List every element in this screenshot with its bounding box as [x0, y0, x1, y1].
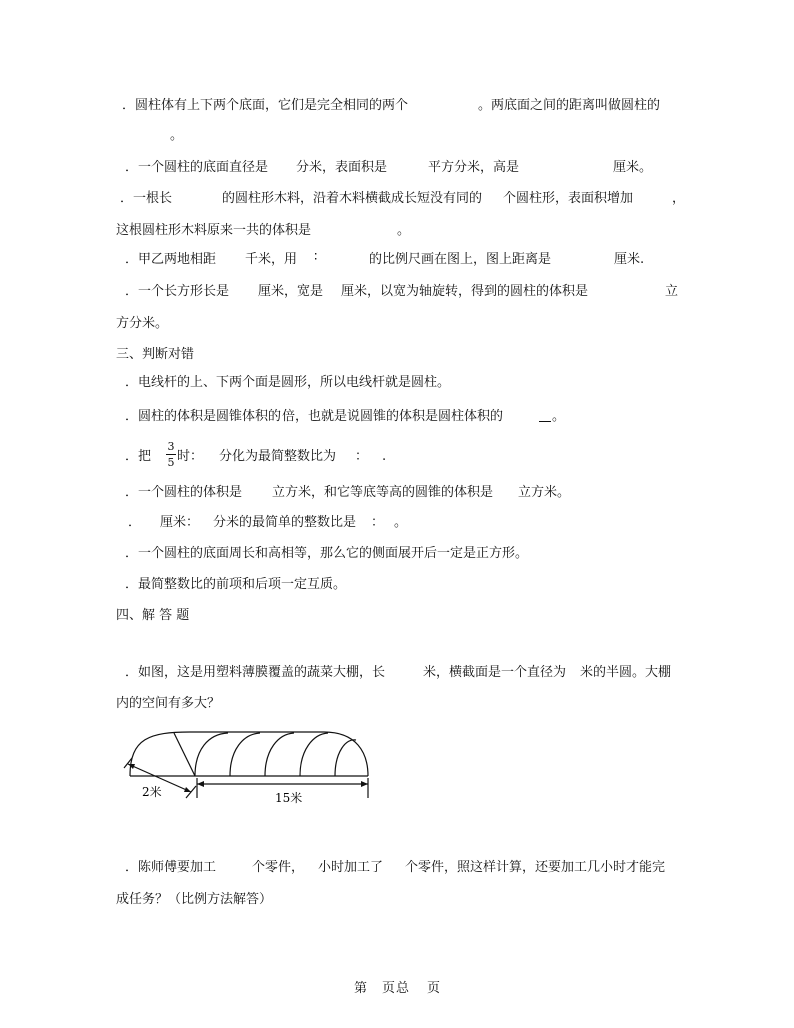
- judge-4-part-c: 立方米。: [518, 485, 571, 500]
- judge-3-part-c: 分化为最简整数比为: [219, 449, 337, 464]
- q2-part-a: ．一个圆柱的底面直径是: [125, 160, 269, 175]
- q5-line2: 方分米。: [116, 316, 169, 331]
- q3-part-a: ．一根长: [120, 191, 173, 206]
- q2-part-b: 分米，表面积是: [296, 160, 388, 175]
- length-label: 15米: [275, 791, 303, 805]
- judge-5-part-b: 厘米：: [160, 515, 200, 530]
- judge-2-part-b: 倍，也就是说圆锥的体积是圆柱体积的: [282, 409, 504, 424]
- problem-2-part-a: ．陈师傅要加工: [125, 860, 217, 875]
- rib-1: [195, 733, 228, 776]
- q3-part-b: 的圆柱形木料，沿着木料横截成长短没有同的: [222, 191, 483, 206]
- greenhouse-diagram: [110, 722, 380, 812]
- rib-3: [265, 733, 294, 776]
- fraction-denominator: 5: [167, 456, 175, 469]
- fraction-bar: [166, 454, 176, 455]
- judge-3-part-b: 时：: [177, 449, 204, 464]
- judge-7: ．最简整数比的前项和后项一定互质。: [125, 577, 347, 592]
- section3-title: 三、判断对错: [116, 347, 195, 362]
- arrow-head: [128, 764, 135, 769]
- q5-part-a: ．一个长方形长是: [125, 284, 230, 299]
- problem-2-line2: 成任务？（比例方法解答）: [116, 892, 273, 907]
- q5-part-b: 厘米，宽是: [258, 284, 324, 299]
- judge-3-part-a: ．把: [125, 449, 152, 464]
- q4-part-d: 厘米.: [614, 252, 645, 267]
- footer-page-suffix: 页: [382, 981, 396, 996]
- footer-page-prefix: 第: [354, 981, 368, 996]
- judge-2-end: 。: [552, 409, 566, 424]
- problem-1-part-c: 米的半圆。大棚: [580, 665, 672, 680]
- radius-line: [174, 733, 195, 776]
- judge-5-part-c: 分米的最简单的整数比是: [213, 515, 357, 530]
- judge-4-part-b: 立方米，和它等底等高的圆锥的体积是: [272, 485, 494, 500]
- q4-part-b: 千米，用: [245, 252, 298, 267]
- fraction-numerator: 3: [167, 440, 175, 453]
- problem-2-part-d: 个零件，照这样计算，还要加工几小时才能完: [405, 860, 666, 875]
- judge-3-colon: ：: [355, 449, 369, 464]
- q3-line2: 这根圆柱形木料原来一共的体积是: [116, 223, 312, 238]
- q4-part-c: 的比例尺画在图上，图上距离是: [369, 252, 552, 267]
- q4-part-a: ．甲乙两地相距: [125, 252, 217, 267]
- problem-1-part-b: 米，横截面是一个直径为: [423, 665, 567, 680]
- rib-2: [230, 733, 260, 776]
- q5-part-d: 立: [665, 284, 679, 299]
- judge-5-colon: ：: [371, 515, 385, 530]
- q1-line2: 。: [170, 128, 184, 143]
- q3-part-c: 个圆柱形，表面积增加: [503, 191, 634, 206]
- diameter-label: 2米: [142, 785, 162, 799]
- footer-total-suffix: 页: [427, 981, 441, 996]
- problem-2-part-b: 个零件，: [252, 860, 305, 875]
- problem-1-part-a: ．如图，这是用塑料薄膜覆盖的蔬菜大棚，长: [125, 665, 386, 680]
- judge-3-end: .: [382, 449, 387, 464]
- judge-5-part-a: ．: [128, 515, 142, 530]
- arrow-head: [197, 781, 204, 787]
- judge-5-end: 。: [394, 515, 408, 530]
- arrow-head: [361, 781, 368, 787]
- problem-1-line2: 内的空间有多大？: [116, 696, 221, 711]
- q2-part-d: 厘米。: [613, 160, 653, 175]
- q3-part-d: ，: [672, 191, 686, 206]
- q1-text: ．圆柱体有上下两个底面，它们是完全相同的两个: [122, 98, 409, 113]
- greenhouse-arc: [130, 732, 368, 776]
- problem-2-part-c: 小时加工了: [318, 860, 384, 875]
- section4-title: 四、解 答 题: [116, 608, 190, 623]
- judge-4-part-a: ．一个圆柱的体积是: [125, 485, 243, 500]
- answer-blank-line: [539, 421, 551, 422]
- judge-2-part-a: ．圆柱的体积是圆锥体积的: [125, 409, 282, 424]
- q5-part-c: 厘米，以宽为轴旋转，得到的圆柱的体积是: [341, 284, 589, 299]
- q1-text-end: 。两底面之间的距离叫做圆柱的: [478, 98, 661, 113]
- q2-part-c: 平方分米，高是: [428, 160, 520, 175]
- q4-colon: ∶: [314, 250, 318, 265]
- rib-4: [300, 733, 328, 776]
- judge-1: ．电线杆的上、下两个面是圆形，所以电线杆就是圆柱。: [125, 375, 451, 390]
- footer-total-prefix: 总: [396, 981, 410, 996]
- arrow-head: [184, 787, 191, 792]
- judge-6: ．一个圆柱的底面周长和高相等，那么它的侧面展开后一定是正方形。: [125, 546, 529, 561]
- q3-line2-end: 。: [397, 223, 411, 238]
- rib-5: [335, 740, 356, 776]
